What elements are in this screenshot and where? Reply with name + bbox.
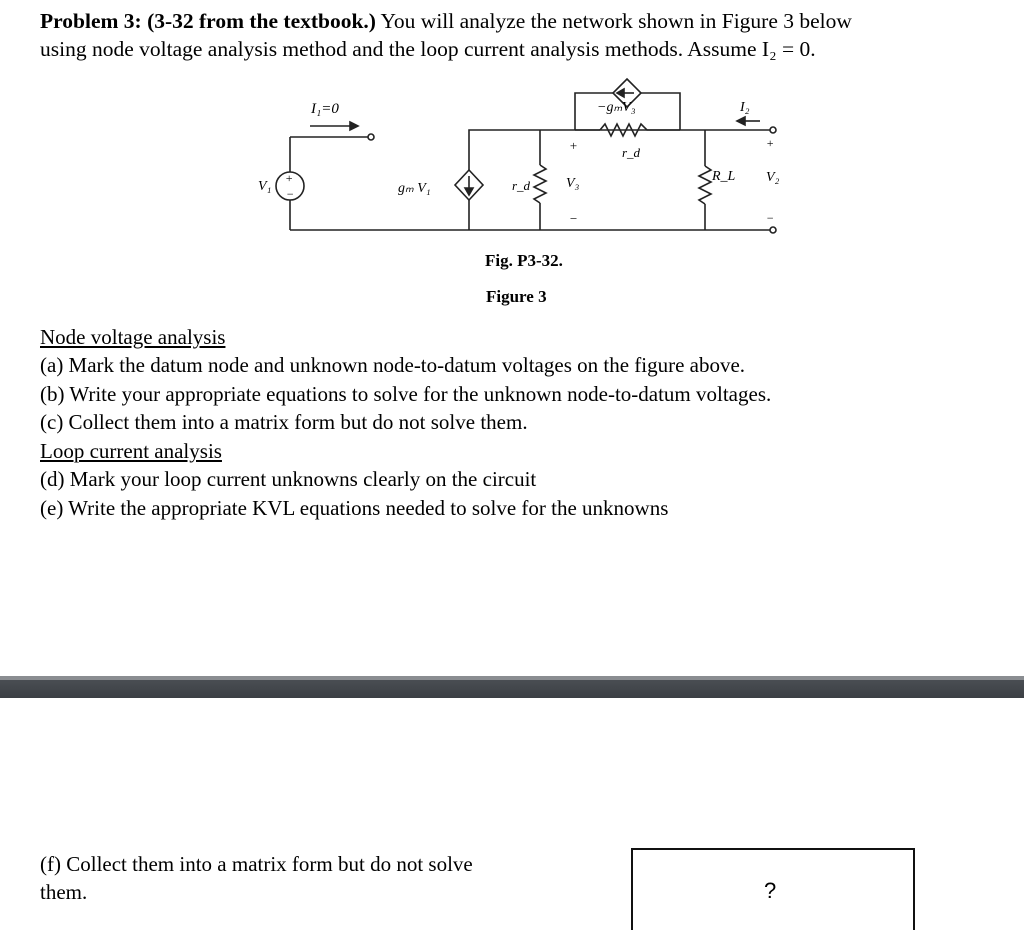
- part-a: (a) Mark the datum node and unknown node-to-datum voltages on the figure above.: [40, 353, 746, 377]
- answer-box-glyph: ?: [764, 878, 777, 903]
- label-v1: V₁: [258, 179, 272, 194]
- part-b: (b) Write your appropriate equations to solve for the unknown node-to-datum voltages.: [40, 382, 772, 406]
- node-voltage-heading: Node voltage analysis: [40, 325, 226, 349]
- problem-line-1-text: You will analyze the network shown in Figure 3 below: [375, 9, 852, 33]
- label-rd-top: r_d: [622, 145, 641, 160]
- part-d: (d) Mark your loop current unknowns clearly on the circuit: [40, 467, 537, 491]
- svg-text:+: +: [766, 136, 775, 150]
- problem-line-2: using node voltage analysis method and the loop current analysis methods. Assume I₂ = 0.: [40, 37, 816, 61]
- svg-text:−: −: [286, 187, 295, 201]
- svg-text:+: +: [285, 171, 294, 185]
- circuit-diagram: [0, 0, 1024, 320]
- page-divider-edge: [0, 676, 1024, 680]
- figure-caption-fig: Fig. P3-32.: [485, 251, 563, 270]
- loop-current-heading: Loop current analysis: [40, 439, 222, 463]
- part-f-line-2: them.: [40, 880, 88, 904]
- label-i2: I₂: [740, 100, 750, 115]
- label-v2: V₂: [766, 170, 780, 185]
- label-i1: I₁=0: [311, 101, 339, 117]
- part-c: (c) Collect them into a matrix form but do not solve them.: [40, 410, 528, 434]
- label-rd-mid: r_d: [512, 178, 531, 193]
- problem-heading: Problem 3: (3-32 from the textbook.): [40, 9, 376, 33]
- svg-text:+: +: [569, 138, 578, 153]
- figure-caption-figure: Figure 3: [486, 287, 547, 306]
- svg-text:−: −: [766, 211, 775, 225]
- label-gmv3: −gₘV₃: [597, 100, 636, 115]
- label-v3: V₃: [566, 176, 580, 191]
- answer-box[interactable]: [631, 848, 915, 930]
- svg-text:−: −: [569, 211, 578, 226]
- label-rl: R_L: [712, 169, 736, 184]
- part-e: (e) Write the appropriate KVL equations needed to solve for the unknowns: [40, 496, 669, 520]
- part-f-line-1: (f) Collect them into a matrix form but do not solve: [40, 852, 473, 876]
- label-gmv1: gₘ V₁: [398, 181, 431, 196]
